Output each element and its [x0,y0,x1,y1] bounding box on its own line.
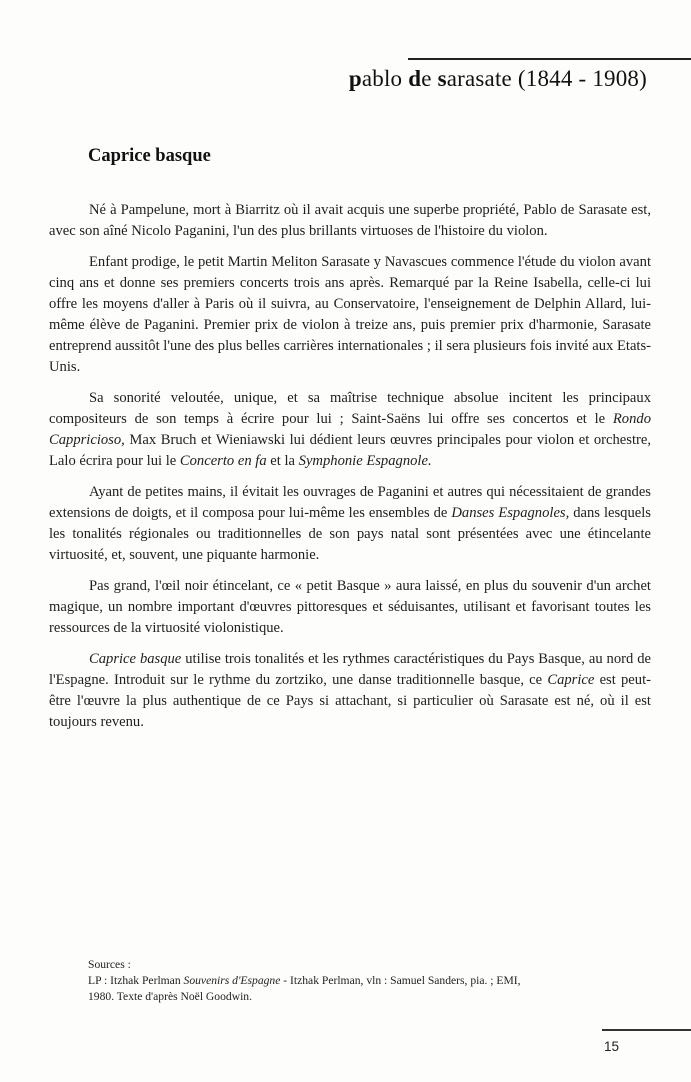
sources-note [88,957,548,1005]
sources-text: LP : Itzhak Perlman Souvenirs d'Espagne - Itzhak Perlman, vln : Samuel Sanders, pia. ; EMI, 1980. Texte d'après Noël Goodwin. [88,974,521,1003]
section-title: Caprice basque [88,146,211,166]
page-number: 15 [604,1039,620,1054]
paragraph-6: Caprice basque utilise trois tonalités et les rythmes caractéristiques du Pays Basque, au nord de l'Espagne. Introduit sur le rythme du zortziko, une danse traditionnelle basque, ce Caprice est peut-être l'œuvre la plus authentique de ce Pays si attachant, si particulier où Sarasate est né, où il est toujours revenu. [49,651,651,730]
paragraph-4: Ayant de petites mains, il évitait les ouvrages de Paganini et autres qui nécessitaient de grandes extensions de doigts, et il composa pour lui-même les ensembles de Danses Espagnoles, dans lesquels les tonalités régionales ou traditionnelles de son pays natal sont présentées avec une étincelante virtuosité, et, souvent, une piquante harmonie. [49,484,651,563]
paragraph-3: Sa sonorité veloutée, unique, et sa maîtrise technique absolue incitent les principaux compositeurs de son temps à écrire pour lui ; Saint-Saëns lui offre ses concertos et le Rondo Cappricioso, Max Bruch et Wieniawski lui dédient leurs œuvres principales pour violon et orchestre, Lalo écrira pour lui le Concerto en fa et la Symphonie Espagnole. [49,390,651,469]
header-rule [408,58,691,60]
page-header-title: pablo de sarasate (1844 - 1908) [348,66,647,91]
footer-rule [602,1029,691,1031]
article-body [49,200,651,743]
paragraph-5: Pas grand, l'œil noir étincelant, ce « petit Basque » aura laissé, en plus du souvenir d'un archet magique, un nombre important d'œuvres pittoresques et séduisantes, utilisant et favorisant toutes les ressources de la virtuosité violonistique. [49,578,651,636]
paragraph-1: Né à Pampelune, mort à Biarritz où il avait acquis une superbe propriété, Pablo de Sarasate est, avec son aîné Nicolo Paganini, l'un des plus brillants virtuoses de l'histoire du violon. [49,202,651,239]
paragraph-2: Enfant prodige, le petit Martin Meliton Sarasate y Navascues commence l'étude du violon avant cinq ans et donne ses premiers concerts trois ans après. Remarqué par la Reine Isabella, celle-ci lui offre les moyens d'aller à Paris où il suivra, au Conservatoire, l'enseignement de Delphin Allard, lui-même élève de Paganini. Premier prix de violon à treize ans, puis premier prix d'harmonie, Sarasate entreprend aussitôt l'une des plus belles carrières internationales ; il sera plusieurs fois invité aux Etats-Unis. [49,254,652,375]
sources-heading: Sources : [88,958,131,971]
